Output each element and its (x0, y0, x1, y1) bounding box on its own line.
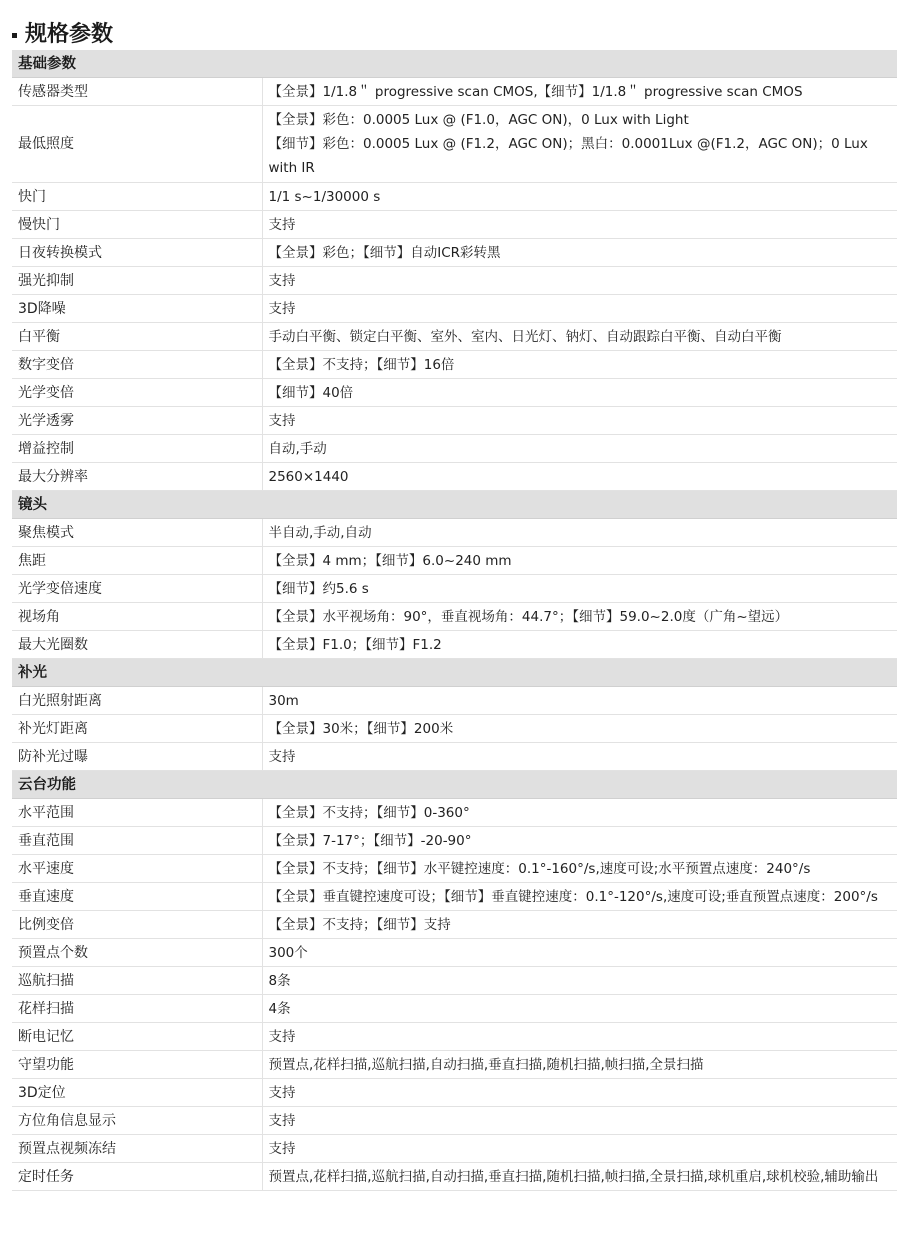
section-header: 云台功能 (12, 771, 897, 799)
table-row (12, 463, 897, 491)
page-title (0, 0, 900, 50)
spec-value (262, 379, 897, 407)
spec-value (262, 183, 897, 211)
spec-value (262, 463, 897, 491)
table-row (12, 183, 897, 211)
table-row (12, 323, 897, 351)
spec-table-body (12, 50, 897, 1191)
spec-value (262, 435, 897, 463)
spec-value (262, 827, 897, 855)
spec-value-line: 【全景】彩色：0.0005 Lux @ (F1.0，AGC ON)，0 Lux with Light (268, 112, 689, 128)
spec-value (262, 211, 897, 239)
spec-value (262, 1107, 897, 1135)
section-header: 镜头 (12, 491, 897, 519)
spec-value-line: 【全景】水平视场角：90°，垂直视场角：44.7°；【细节】59.0~2.0度（广角~望远） (268, 608, 789, 625)
section-header: 基础参数 (12, 50, 897, 78)
spec-value (262, 267, 897, 295)
table-row (12, 743, 897, 771)
spec-key: 数字变倍 (12, 351, 262, 379)
spec-value (262, 575, 897, 603)
table-row (12, 995, 897, 1023)
spec-value (262, 78, 897, 106)
spec-key: 守望功能 (12, 1051, 262, 1079)
spec-value-line: 支持 (268, 300, 296, 317)
spec-value-line: 【全景】不支持；【细节】水平键控速度：0.1°-160°/s,速度可设;水平预置点速度：240°/s (268, 860, 811, 877)
spec-key: 聚焦模式 (12, 519, 262, 547)
table-row (12, 1051, 897, 1079)
table-row (12, 295, 897, 323)
spec-value (262, 295, 897, 323)
section-header-row (12, 659, 897, 687)
table-row (12, 883, 897, 911)
spec-value (262, 1079, 897, 1107)
spec-key: 光学变倍 (12, 379, 262, 407)
spec-value-line: 支持 (268, 1140, 296, 1157)
spec-value-line: 8条 (268, 972, 291, 989)
spec-value-line: 【全景】30米；【细节】200米 (268, 720, 454, 737)
spec-value-line: 【全景】不支持；【细节】0-360° (268, 804, 470, 821)
table-row (12, 1079, 897, 1107)
spec-value-line: 支持 (268, 412, 296, 429)
spec-value-line: 【全景】F1.0；【细节】F1.2 (268, 636, 442, 653)
section-header: 补光 (12, 659, 897, 687)
spec-key: 比例变倍 (12, 911, 262, 939)
spec-value-line: 1/1 s~1/30000 s (268, 188, 381, 205)
spec-value (262, 743, 897, 771)
spec-value (262, 239, 897, 267)
title-bullet-icon (12, 33, 17, 38)
spec-key: 3D降噪 (12, 295, 262, 323)
table-row (12, 407, 897, 435)
spec-value-line: 30m (268, 692, 299, 709)
spec-value-line: 预置点,花样扫描,巡航扫描,自动扫描,垂直扫描,随机扫描,帧扫描,全景扫描 (268, 1056, 704, 1073)
spec-key: 快门 (12, 183, 262, 211)
spec-value-line: 支持 (268, 748, 296, 765)
table-row (12, 827, 897, 855)
spec-value-line: 【全景】不支持；【细节】16倍 (268, 356, 455, 373)
table-row (12, 547, 897, 575)
spec-value-line: 300个 (268, 944, 308, 961)
spec-value-line: 【全景】不支持；【细节】支持 (268, 916, 451, 933)
spec-key: 白平衡 (12, 323, 262, 351)
spec-value-line: 4条 (268, 1000, 291, 1017)
table-row (12, 911, 897, 939)
spec-value-line: 手动白平衡、锁定白平衡、室外、室内、日光灯、钠灯、自动跟踪白平衡、自动白平衡 (268, 328, 782, 345)
table-row (12, 519, 897, 547)
spec-value (262, 519, 897, 547)
spec-value-line: 【细节】40倍 (268, 384, 354, 401)
spec-value (262, 1163, 897, 1191)
spec-value-line: 【全景】4 mm；【细节】6.0~240 mm (268, 552, 512, 569)
spec-key: 防补光过曝 (12, 743, 262, 771)
table-row (12, 1023, 897, 1051)
spec-value-line: 支持 (268, 1028, 296, 1045)
spec-value (262, 995, 897, 1023)
table-row (12, 78, 897, 106)
spec-value (262, 547, 897, 575)
spec-key: 水平范围 (12, 799, 262, 827)
spec-value-line: 支持 (268, 1084, 296, 1101)
spec-key: 传感器类型 (12, 78, 262, 106)
spec-value-line: 支持 (268, 216, 296, 233)
spec-value (262, 687, 897, 715)
spec-key: 垂直速度 (12, 883, 262, 911)
spec-key: 预置点视频冻结 (12, 1135, 262, 1163)
spec-key: 强光抑制 (12, 267, 262, 295)
spec-key: 巡航扫描 (12, 967, 262, 995)
spec-key: 光学变倍速度 (12, 575, 262, 603)
spec-value-line: 支持 (268, 1112, 296, 1129)
table-row (12, 379, 897, 407)
spec-key: 焦距 (12, 547, 262, 575)
spec-key: 断电记忆 (12, 1023, 262, 1051)
spec-value (262, 603, 897, 631)
table-row (12, 267, 897, 295)
spec-value-line: 【全景】彩色；【细节】自动ICR彩转黑 (268, 244, 501, 261)
table-row (12, 631, 897, 659)
spec-value (262, 407, 897, 435)
spec-value-line: 【细节】彩色：0.0005 Lux @ (F1.2，AGC ON)；黑白：0.0001Lux @(F1.2，AGC ON)；0 Lux with IR (268, 136, 868, 176)
spec-key: 定时任务 (12, 1163, 262, 1191)
spec-value-line: 【全景】1/1.8＂ progressive scan CMOS,【细节】1/1.8＂ progressive scan CMOS (268, 83, 803, 100)
spec-value-line: 【全景】垂直键控速度可设；【细节】垂直键控速度：0.1°-120°/s,速度可设;垂直预置点速度：200°/s (268, 888, 878, 905)
spec-value (262, 106, 897, 183)
table-row (12, 855, 897, 883)
table-row (12, 799, 897, 827)
spec-value (262, 1023, 897, 1051)
spec-value (262, 1051, 897, 1079)
spec-key: 白光照射距离 (12, 687, 262, 715)
spec-value (262, 631, 897, 659)
spec-key: 最大光圈数 (12, 631, 262, 659)
spec-value (262, 855, 897, 883)
spec-value-line: 支持 (268, 272, 296, 289)
spec-value (262, 323, 897, 351)
spec-key: 花样扫描 (12, 995, 262, 1023)
table-row (12, 1163, 897, 1191)
spec-key: 方位角信息显示 (12, 1107, 262, 1135)
spec-value (262, 799, 897, 827)
spec-key: 3D定位 (12, 1079, 262, 1107)
spec-key: 日夜转换模式 (12, 239, 262, 267)
spec-value (262, 1135, 897, 1163)
table-row (12, 1135, 897, 1163)
spec-key: 垂直范围 (12, 827, 262, 855)
spec-key: 光学透雾 (12, 407, 262, 435)
table-row (12, 239, 897, 267)
spec-value-line: 2560×1440 (268, 468, 349, 485)
spec-key: 最低照度 (12, 106, 262, 183)
table-row (12, 715, 897, 743)
spec-key: 慢快门 (12, 211, 262, 239)
spec-value (262, 715, 897, 743)
page-title-text: 规格参数 (25, 22, 114, 47)
spec-table (12, 50, 897, 1191)
spec-key: 补光灯距离 (12, 715, 262, 743)
spec-key: 增益控制 (12, 435, 262, 463)
spec-value-line: 自动,手动 (268, 440, 327, 457)
section-header-row (12, 771, 897, 799)
spec-value (262, 939, 897, 967)
table-row (12, 939, 897, 967)
spec-value-line: 预置点,花样扫描,巡航扫描,自动扫描,垂直扫描,随机扫描,帧扫描,全景扫描,球机重启,球机校验,辅助输出 (268, 1168, 879, 1185)
table-row (12, 1107, 897, 1135)
spec-value-line: 【细节】约5.6 s (268, 580, 369, 597)
spec-value (262, 911, 897, 939)
spec-value (262, 883, 897, 911)
spec-key: 视场角 (12, 603, 262, 631)
spec-key: 最大分辨率 (12, 463, 262, 491)
table-row (12, 967, 897, 995)
table-row (12, 687, 897, 715)
section-header-row (12, 491, 897, 519)
section-header-row (12, 50, 897, 78)
table-row (12, 211, 897, 239)
spec-key: 水平速度 (12, 855, 262, 883)
spec-value (262, 967, 897, 995)
spec-key: 预置点个数 (12, 939, 262, 967)
table-row (12, 351, 897, 379)
table-row (12, 106, 897, 183)
table-row (12, 435, 897, 463)
table-row (12, 603, 897, 631)
spec-value-line: 【全景】7-17°；【细节】-20-90° (268, 832, 472, 849)
table-row (12, 575, 897, 603)
spec-value (262, 351, 897, 379)
spec-value-line: 半自动,手动,自动 (268, 524, 372, 541)
